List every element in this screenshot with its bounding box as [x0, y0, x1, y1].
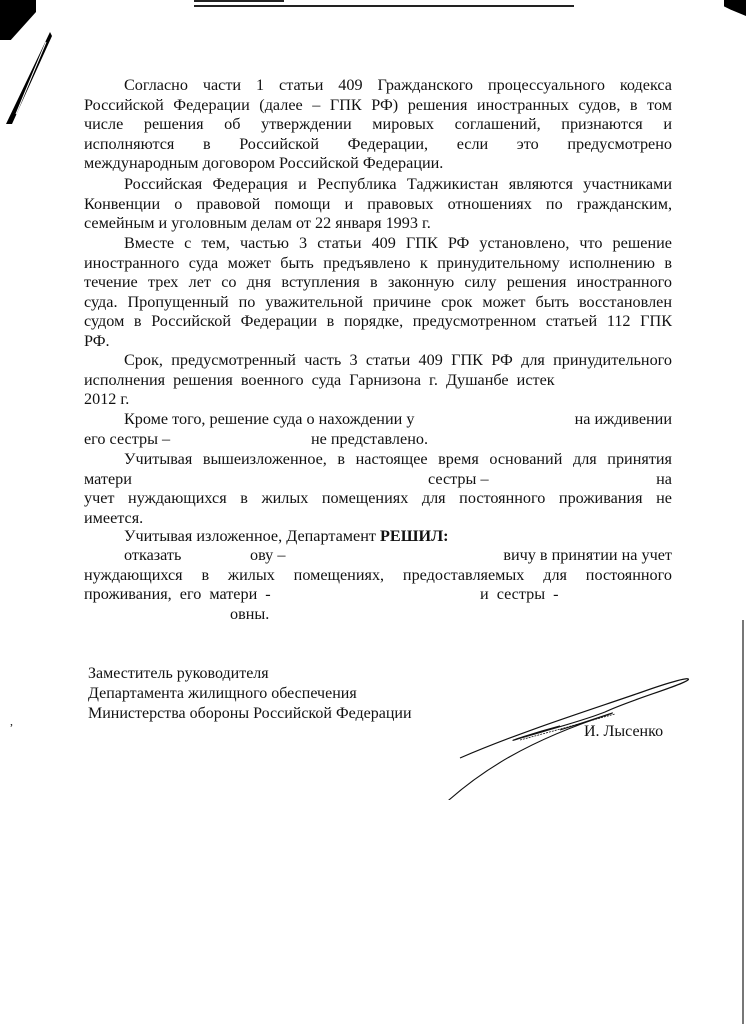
text-line	[84, 430, 672, 450]
text-fragment: вичу в принятии на учет	[503, 546, 672, 564]
text-line: исполнения решения военного суда Гарнизона г. Душанбе истек	[84, 370, 555, 389]
paragraph-7	[84, 527, 672, 547]
text-line: Согласно части 1 статьи 409 Гражданского процессуального кодекса	[124, 76, 672, 94]
paragraph-5	[84, 410, 672, 449]
text-fragment: матери	[84, 469, 132, 488]
text-fragment: сестры –	[428, 469, 489, 488]
text-fragment: Кроме того, решение суда о нахождении у	[124, 410, 415, 428]
text-fragment: не представлено.	[311, 429, 428, 448]
text-line	[84, 585, 672, 605]
text-line	[84, 470, 672, 490]
text-line: иностранного суда может быть предъявлено к принудительному исполнению в	[84, 253, 672, 272]
scan-artifact-corner-right	[724, 0, 746, 16]
decision-word: РЕШИЛ:	[380, 527, 449, 545]
text-line: Срок, предусмотренный часть 3 статьи 409 ГПК РФ для принудительного	[124, 351, 672, 369]
text-line: Российской Федерации (далее – ГПК РФ) решения иностранных судов, в том	[84, 95, 672, 114]
text-fragment: Учитывая изложенное, Департамент	[124, 527, 381, 545]
text-line: исполняются в Российской Федерации, если это предусмотрено	[84, 134, 672, 153]
paragraph-6	[84, 450, 672, 528]
text-line: судом в Российской Федерации в порядке, предусмотренном статьей 112 ГПК	[84, 312, 672, 331]
text-line: Конвенции о правовой помощи и правовых отношениях по гражданским,	[84, 194, 672, 213]
paragraph-8	[84, 546, 672, 624]
text-line: 2012 г.	[84, 390, 130, 409]
signatory-title	[88, 664, 412, 724]
text-fragment: проживания, его матери -	[84, 585, 271, 604]
text-fragment: на иждивении	[574, 410, 672, 428]
text-line	[84, 410, 672, 430]
paragraph-2	[84, 175, 672, 234]
text-line: РФ.	[84, 331, 110, 350]
scan-artifact-mark: ,	[10, 714, 13, 728]
text-fragment: его сестры –	[84, 429, 171, 448]
signatory-title-line: Департамента жилищного обеспечения	[88, 685, 357, 702]
text-fragment: отказать	[124, 546, 182, 564]
text-line: имеется.	[84, 508, 144, 527]
text-line: нуждающихся в жилых помещениях, предоставляемых для постоянного	[84, 565, 672, 584]
text-fragment: на	[656, 469, 672, 488]
text-line: суда. Пропущенный по уважительной причине срок может быть восстановлен	[84, 292, 672, 311]
scan-artifact-right-rule	[742, 620, 744, 1024]
signatory-title-line: Заместитель руководителя	[88, 665, 269, 682]
text-fragment: ову –	[250, 546, 286, 564]
text-line	[84, 546, 672, 566]
text-line	[84, 527, 672, 547]
text-line: Вместе с тем, частью 3 статьи 409 ГПК РФ установлено, что решение	[124, 234, 672, 252]
paragraph-3	[84, 234, 672, 352]
text-line: течение трех лет со дня вступления в законную силу решения иностранного	[84, 273, 672, 292]
signatory-name: И. Лысенко	[584, 723, 664, 740]
signatory-title-line: Министерства обороны Российской Федерации	[88, 705, 412, 722]
text-line: Учитывая вышеизложенное, в настоящее время оснований для принятия	[124, 450, 672, 468]
text-line: Российская Федерация и Республика Таджикистан являются участниками	[124, 175, 672, 193]
text-fragment: и сестры -	[480, 585, 559, 604]
paragraph-4	[84, 351, 672, 410]
handwritten-slash-mark	[0, 28, 60, 128]
paragraph-1	[84, 76, 672, 174]
text-line: учет нуждающихся в жилых помещениях для постоянного проживания не	[84, 489, 672, 508]
text-line: овны.	[230, 604, 270, 623]
text-line: международным договором Российской Федерации.	[84, 154, 444, 173]
text-line: семейным и уголовным делам от 22 января 1993 г.	[84, 214, 431, 233]
text-line: числе решения об утверждении мировых соглашений, признаются и	[84, 115, 672, 134]
scan-artifact-top-rule	[194, 0, 574, 7]
